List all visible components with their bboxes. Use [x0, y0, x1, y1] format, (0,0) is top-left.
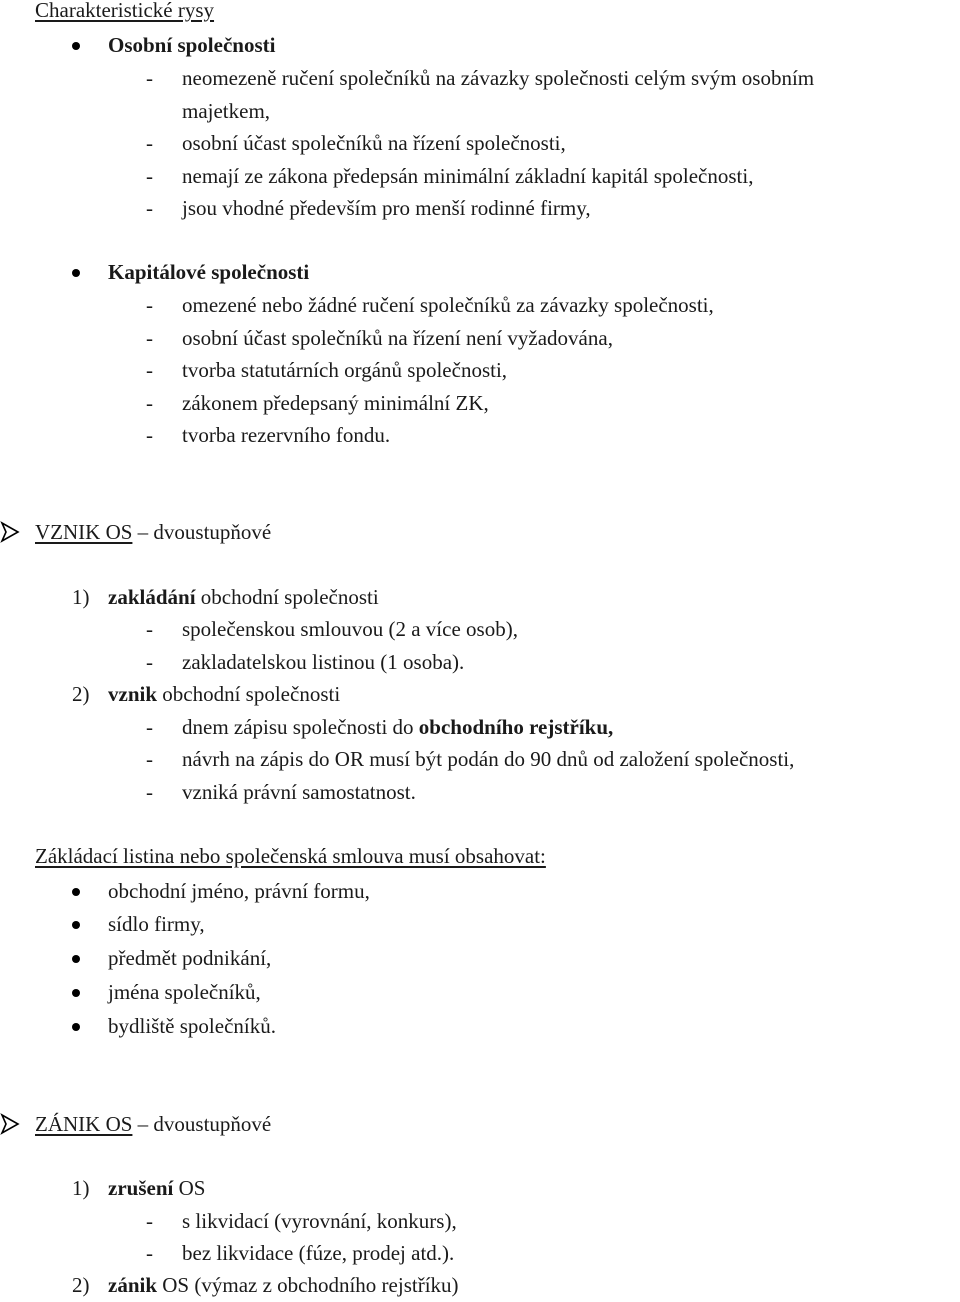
list-item: předmět podnikání,	[108, 946, 272, 970]
dash-marker: -	[146, 326, 153, 350]
bullet-icon	[72, 42, 80, 50]
list-item: osobní účast společníků na řízení společnosti,	[182, 131, 566, 155]
dash-marker: -	[146, 650, 153, 674]
list-item-text: dnem zápisu společnosti do	[182, 715, 419, 739]
bullet-icon	[72, 269, 80, 277]
list-item: bez likvidace (fúze, prodej atd.).	[182, 1241, 455, 1265]
list-item: obchodní jméno, právní formu,	[108, 879, 370, 903]
bullet-icon	[72, 888, 80, 896]
arrowhead-bullet-icon	[0, 1113, 22, 1135]
step-line	[108, 1269, 459, 1302]
step-number: 2)	[72, 1273, 90, 1297]
dash-marker: -	[146, 66, 153, 90]
list-item: vzniká právní samostatnost.	[182, 780, 416, 804]
list-item: sídlo firmy,	[108, 912, 205, 936]
dash-marker: -	[146, 358, 153, 382]
step-number: 2)	[72, 682, 90, 706]
list-item	[182, 711, 613, 744]
dash-marker: -	[146, 780, 153, 804]
vznik-title-underlined: VZNIK OS	[35, 520, 133, 544]
list-item: zakladatelskou listinou (1 osoba).	[182, 650, 465, 674]
dash-marker: -	[146, 423, 153, 447]
step-line	[108, 1172, 205, 1205]
arrowhead-bullet-icon	[0, 521, 22, 543]
dash-marker: -	[146, 164, 153, 188]
dash-marker: -	[146, 196, 153, 220]
step-text: obchodní společnosti	[157, 682, 341, 706]
list-item: neomezeně ručení společníků na závazky společnosti celým svým osobním	[182, 66, 815, 90]
dash-marker: -	[146, 131, 153, 155]
dash-marker: -	[146, 747, 153, 771]
step-text: OS	[173, 1176, 206, 1200]
step-number: 1)	[72, 1176, 90, 1200]
list-item-bold: obchodního rejstříku,	[418, 715, 614, 739]
list-item: s likvidací (vyrovnání, konkurs),	[182, 1209, 457, 1233]
dash-marker: -	[146, 1209, 153, 1233]
section-title-zanik	[35, 1108, 271, 1141]
list-item: společenskou smlouvou (2 a více osob),	[182, 617, 518, 641]
bullet-icon	[72, 921, 80, 929]
step-line	[108, 678, 340, 711]
step-text: OS (výmaz z obchodního rejstříku)	[157, 1273, 459, 1297]
list-item: bydliště společníků.	[108, 1014, 276, 1038]
bullet-icon	[72, 1023, 80, 1031]
list-item: majetkem,	[182, 99, 271, 123]
zanik-title-rest: – dvoustupňové	[132, 1112, 272, 1136]
list-item: návrh na zápis do OR musí být podán do 90 dnů od založení společnosti,	[182, 747, 795, 771]
dash-marker: -	[146, 1241, 153, 1265]
list-item: osobní účast společníků na řízení není vyžadována,	[182, 326, 613, 350]
bullet-icon	[72, 989, 80, 997]
step-line	[108, 581, 379, 614]
dash-marker: -	[146, 293, 153, 317]
step-number: 1)	[72, 585, 90, 609]
section-title-listina: Zákládací listina nebo společenská smlouva musí obsahovat:	[35, 844, 546, 868]
list-item: nemají ze zákona předepsán minimální základní kapitál společnosti,	[182, 164, 754, 188]
step-keyword: zánik	[108, 1273, 158, 1297]
zanik-title-underlined: ZÁNIK OS	[35, 1112, 133, 1136]
list-item: jména společníků,	[108, 980, 261, 1004]
vznik-title-rest: – dvoustupňové	[132, 520, 272, 544]
dash-marker: -	[146, 715, 153, 739]
bullet-icon	[72, 955, 80, 963]
list-item: omezené nebo žádné ručení společníků za závazky společnosti,	[182, 293, 714, 317]
list-item: jsou vhodné především pro menší rodinné firmy,	[182, 196, 591, 220]
section-title-osobni: Osobní společnosti	[108, 33, 276, 57]
step-text: obchodní společnosti	[195, 585, 379, 609]
list-item: zákonem předepsaný minimální ZK,	[182, 391, 489, 415]
list-item: tvorba rezervního fondu.	[182, 423, 391, 447]
list-item: tvorba statutárních orgánů společnosti,	[182, 358, 508, 382]
section-title-vznik	[35, 516, 271, 549]
dash-marker: -	[146, 617, 153, 641]
section-title-kapitalove: Kapitálové společnosti	[108, 260, 310, 284]
step-keyword: zrušení	[108, 1176, 174, 1200]
page-heading: Charakteristické rysy	[35, 0, 215, 22]
step-keyword: zakládání	[108, 585, 196, 609]
dash-marker: -	[146, 391, 153, 415]
step-keyword: vznik	[108, 682, 158, 706]
